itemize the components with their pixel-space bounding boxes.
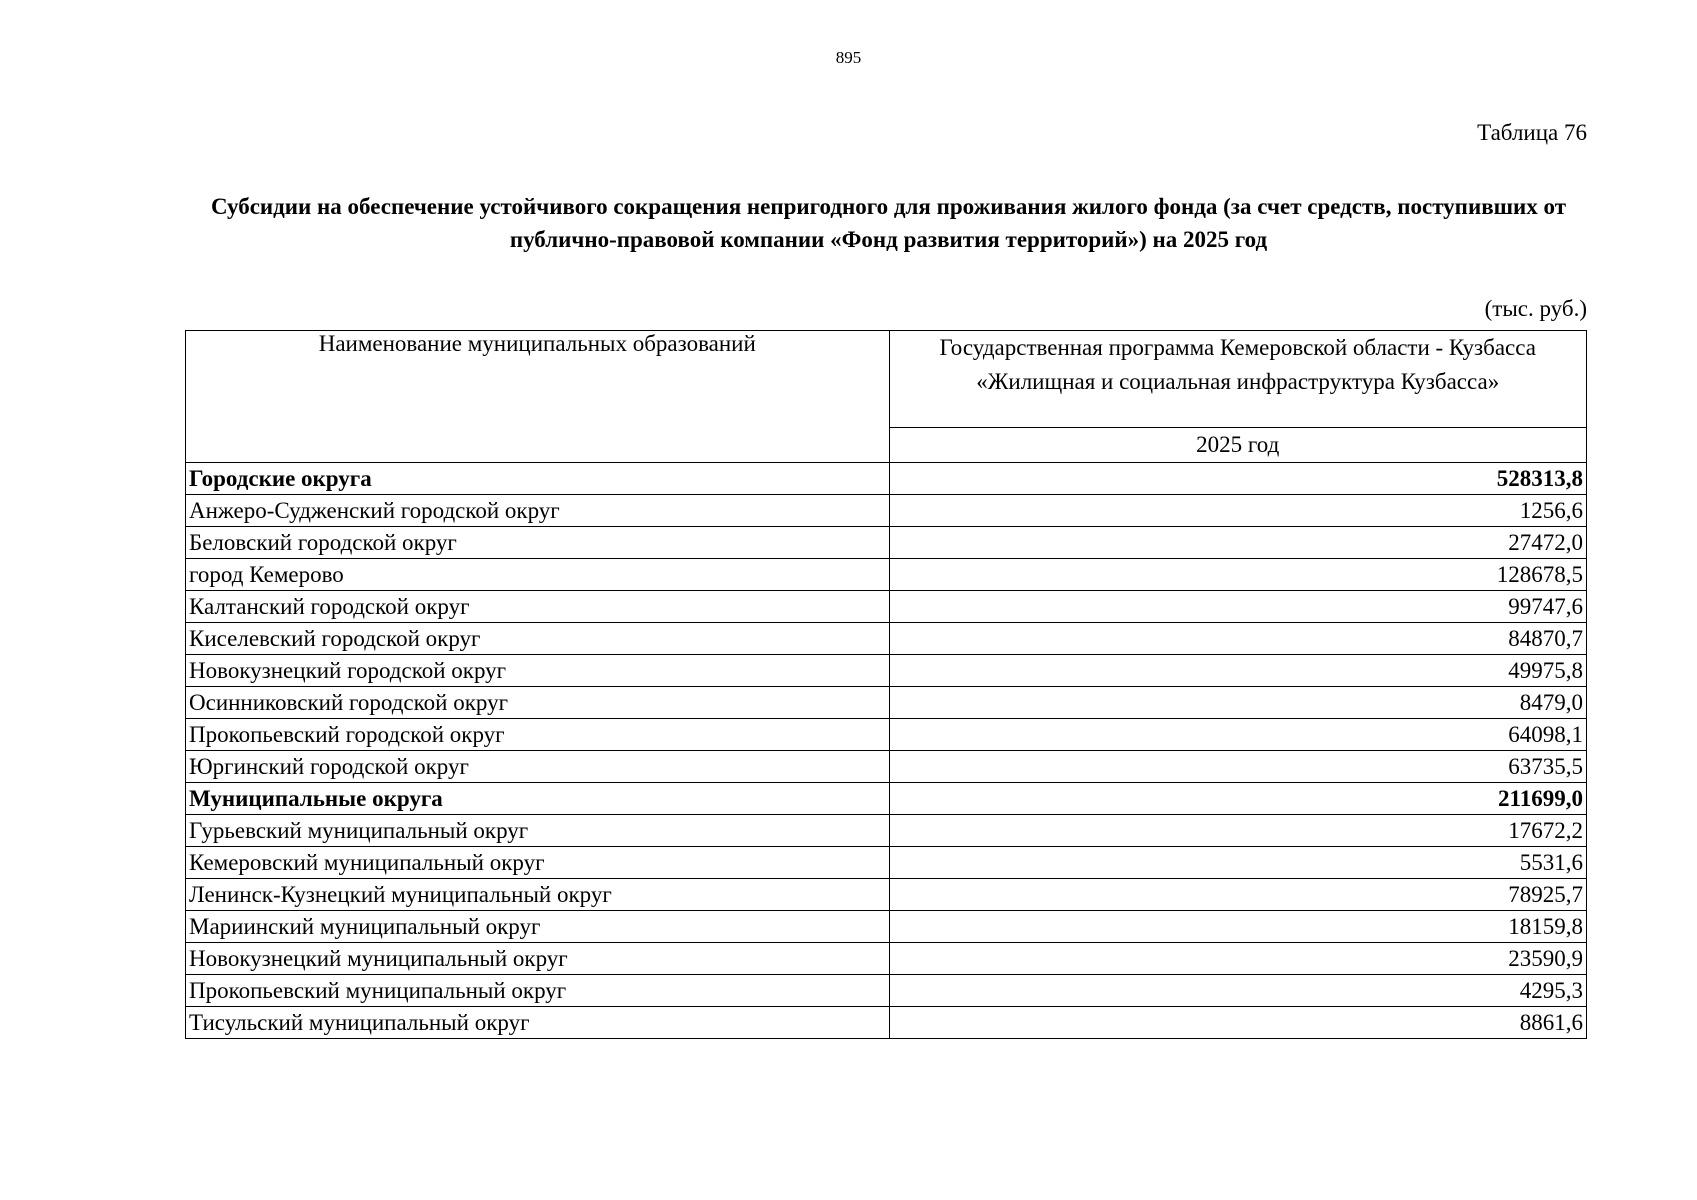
table-row — [186, 495, 1587, 527]
units-label: (тыс. руб.) — [1484, 296, 1587, 321]
subsidy-value-cell: 78925,7 — [889, 879, 1587, 911]
subsidy-value-cell: 27472,0 — [889, 527, 1587, 559]
table-row — [186, 911, 1587, 943]
program-header — [889, 331, 1587, 428]
table-row — [186, 655, 1587, 687]
municipality-name-header: Наименование муниципальных образований — [186, 331, 890, 463]
municipality-name-cell: город Кемерово — [186, 559, 890, 591]
municipality-name-cell: Тисульский муниципальный округ — [186, 1007, 890, 1039]
table-row — [186, 591, 1587, 623]
subsidy-table — [185, 330, 1587, 1039]
table-row — [186, 847, 1587, 879]
table-row — [186, 943, 1587, 975]
subsidy-value-cell: 8479,0 — [889, 687, 1587, 719]
subsidy-value-cell: 99747,6 — [889, 591, 1587, 623]
table-header — [186, 331, 1587, 463]
municipality-name-cell: Осинниковский городской округ — [186, 687, 890, 719]
municipality-name-cell: Калтанский городской округ — [186, 591, 890, 623]
program-header-line2: «Жилищная и социальная инфраструктура Кузбасса» — [976, 369, 1500, 394]
group-name-cell: Муниципальные округа — [186, 783, 890, 815]
table-row — [186, 879, 1587, 911]
subsidy-value-cell: 23590,9 — [889, 943, 1587, 975]
municipality-name-cell: Мариинский муниципальный округ — [186, 911, 890, 943]
table-row — [186, 975, 1587, 1007]
municipality-name-cell: Прокопьевский городской округ — [186, 719, 890, 751]
table-row — [186, 719, 1587, 751]
group-total-value-cell: 211699,0 — [889, 783, 1587, 815]
subsidy-value-cell: 49975,8 — [889, 655, 1587, 687]
page-number: 895 — [835, 48, 862, 67]
subsidy-value-cell: 63735,5 — [889, 751, 1587, 783]
table-body — [186, 463, 1587, 1039]
subsidy-value-cell: 5531,6 — [889, 847, 1587, 879]
subsidy-value-cell: 8861,6 — [889, 1007, 1587, 1039]
table-row — [186, 559, 1587, 591]
municipality-name-cell: Новокузнецкий городской округ — [186, 655, 890, 687]
group-name-cell: Городские округа — [186, 463, 890, 495]
municipality-name-cell: Гурьевский муниципальный округ — [186, 815, 890, 847]
subsidy-value-cell: 84870,7 — [889, 623, 1587, 655]
year-header: 2025 год — [889, 428, 1587, 463]
municipality-name-cell: Кемеровский муниципальный округ — [186, 847, 890, 879]
subsidy-value-cell: 4295,3 — [889, 975, 1587, 1007]
subsidy-value-cell: 17672,2 — [889, 815, 1587, 847]
subsidy-value-cell: 128678,5 — [889, 559, 1587, 591]
document-title: Субсидии на обеспечение устойчивого сокращения непригодного для проживания жилого фонда (за счет средств, поступивших от публично-правовой компании «Фонд развития территорий») на 2025 год — [210, 194, 1567, 252]
group-total-row — [186, 463, 1587, 495]
subsidy-value-cell: 64098,1 — [889, 719, 1587, 751]
table-row — [186, 527, 1587, 559]
table-number: Таблица 76 — [1477, 120, 1587, 145]
table-row — [186, 751, 1587, 783]
table-row — [186, 815, 1587, 847]
municipality-name-cell: Киселевский городской округ — [186, 623, 890, 655]
municipality-name-cell: Прокопьевский муниципальный округ — [186, 975, 890, 1007]
municipality-name-cell: Беловский городской округ — [186, 527, 890, 559]
municipality-name-cell: Юргинский городской округ — [186, 751, 890, 783]
table-row — [186, 1007, 1587, 1039]
subsidy-value-cell: 18159,8 — [889, 911, 1587, 943]
table-row — [186, 687, 1587, 719]
group-total-value-cell: 528313,8 — [889, 463, 1587, 495]
municipality-name-cell: Анжеро-Судженский городской округ — [186, 495, 890, 527]
program-header-line1: Государственная программа Кемеровской области - Кузбасса — [939, 335, 1536, 360]
table-row — [186, 623, 1587, 655]
municipality-name-cell: Новокузнецкий муниципальный округ — [186, 943, 890, 975]
municipality-name-cell: Ленинск-Кузнецкий муниципальный округ — [186, 879, 890, 911]
subsidy-value-cell: 1256,6 — [889, 495, 1587, 527]
header-row — [186, 331, 1587, 428]
group-total-row — [186, 783, 1587, 815]
